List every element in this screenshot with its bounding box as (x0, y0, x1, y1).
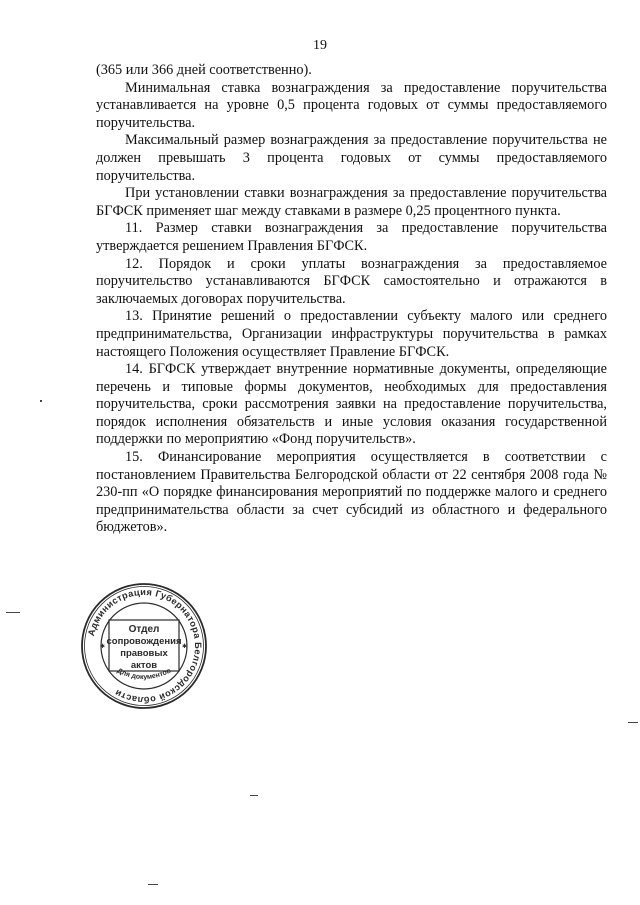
stamp-bottom-text: Для документов (115, 667, 173, 682)
stamp-line: сопровождения (106, 636, 182, 647)
body-text (96, 62, 607, 537)
stamp-line: актов (130, 660, 158, 671)
scan-mark (628, 722, 638, 723)
page-number: 19 (313, 38, 327, 53)
paragraph: 14. БГФСК утверждает внутренние нормативные документы, определяющие перечень и типовые формы документов, необходимых для предоставления поручительства, сроки рассмотрения заявки на предоставление поручительства, порядок исполнения обязательств и иные условия оказания государственной поддержки по мероприятию «Фонд поручительств». (96, 361, 607, 448)
paragraph: Минимальная ставка вознаграждения за предоставление поручительства устанавливается на уровне 0,5 процента годовых от суммы предоставляемого поручительства. (96, 79, 607, 131)
paragraph: При установлении ставки вознаграждения за предоставление поручительства БГФСК применяет шаг между ставками в размере 0,25 процентного пункта. (96, 185, 607, 219)
stamp-line: правовых (120, 648, 168, 659)
scan-mark (6, 612, 20, 613)
stamp-line: Отдел (128, 624, 160, 635)
stamp-star-icon: ✱ (100, 644, 106, 650)
paragraph: 12. Порядок и сроки уплаты вознаграждения за предоставляемое поручительство устанавливаются БГФСК самостоятельно и отражаются в заключаемых договорах поручительства. (96, 255, 607, 307)
paragraph: 11. Размер ставки вознаграждения за предоставление поручительства утверждается решением Правления БГФСК. (96, 220, 607, 254)
paragraph: (365 или 366 дней соответственно). (96, 62, 312, 78)
stamp-star-icon: ✱ (182, 644, 188, 650)
stamp-ring-text: Администрация Губернатора Белгородской области (86, 586, 204, 706)
scan-mark (250, 795, 258, 796)
paragraph: Максимальный размер вознаграждения за предоставление поручительства не должен превышать 3 процента годовых от суммы предоставляемого поручительства. (96, 132, 607, 184)
scan-mark (148, 884, 158, 885)
official-stamp (80, 582, 208, 710)
paragraph: 13. Принятие решений о предоставлении субъекту малого или среднего предпринимательства, Организации инфраструктуры поручительства в рамках настоящего Положения осуществляет Правление БГФСК. (96, 308, 607, 360)
paragraph: 15. Финансирование мероприятия осуществляется в соответствии с постановлением Правительства Белгородской области от 22 сентября 2008 года № 230-пп «О порядке финансирования мероприятий по поддержке малого и среднего предпринимательства области за счет субсидий из областного и федерального бюджетов». (96, 449, 607, 536)
scan-mark (40, 400, 42, 402)
